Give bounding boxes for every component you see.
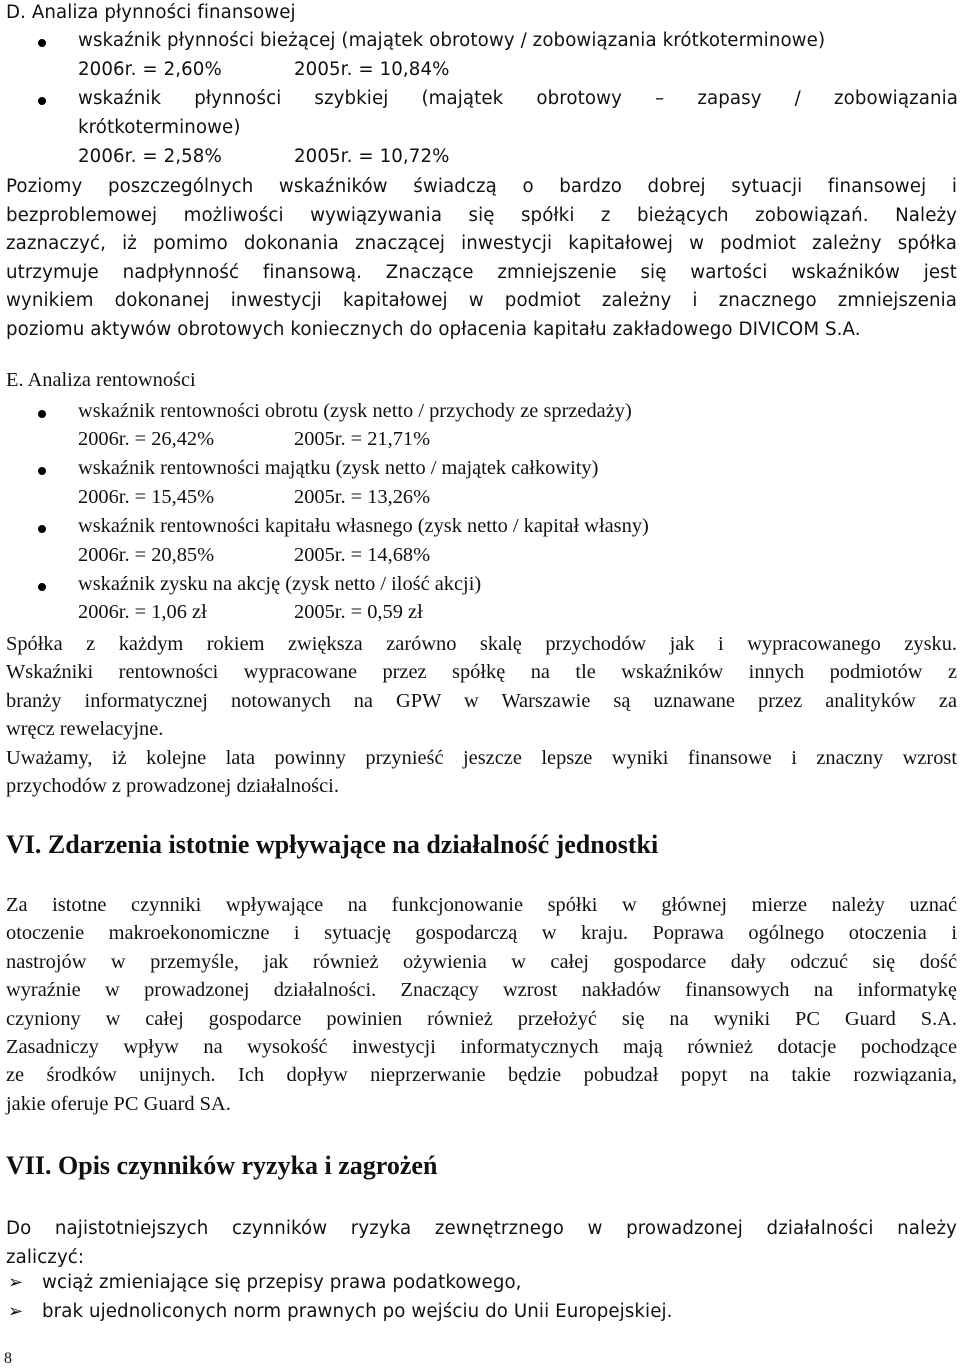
list-item-values (6, 601, 956, 627)
risk-item-text: brak ujednoliconych norm prawnych po wejściu do Unii Europejskiej. (42, 1301, 673, 1322)
paragraph-line-text: bezproblemowej możliwości wywiązywania się spółki z bieżących zobowiązań. (6, 204, 869, 226)
paragraph-line (6, 259, 957, 288)
risk-item-text: wciąż zmieniające się przepisy prawa podatkowego, (42, 1272, 522, 1293)
list-item (6, 1301, 956, 1327)
paragraph-line: wyraźnie w prowadzonej działalności. Znaczący wzrost nakładów finansowych na informatykę (6, 979, 957, 1002)
paragraph-line: zaznaczyć, iż pomimo dokonania znaczącej inwestycji kapitałowej w podmiot zależny spółka (6, 233, 957, 254)
paragraph-line: otoczenie makroekonomiczne i sytuację gospodarczą w kraju. Poprawa ogólnego otoczenia i (6, 922, 957, 945)
paragraph-line: jakie oferuje PC Guard SA. (6, 1092, 231, 1115)
paragraph-line: Spółka z każdym rokiem zwiększa zarówno skalę przychodów jak i wypracowanego zysku. (6, 633, 957, 655)
bullet-text: wskaźnik rentowności obrotu (zysk netto / przychody ze sprzedaży) (78, 400, 632, 422)
value-2006: 2006r. = 2,60% (78, 59, 222, 80)
paragraph-line (6, 202, 957, 231)
list-item-values (6, 428, 956, 454)
value-2006: 2006r. = 20,85% (78, 544, 215, 566)
list-item (6, 400, 956, 426)
paragraph-line: ze środków unijnych. Ich dopływ nieprzerwanie będzie pobudzał popyt na takie rozwiązania, (6, 1064, 957, 1087)
value-2006: 2006r. = 26,42% (78, 428, 215, 450)
list-item-values (6, 486, 956, 512)
bullet-text: wskaźnik rentowności kapitału własnego (zysk netto / kapitał własny) (78, 515, 649, 537)
paragraph-line-tail: Znaczące zmniejszenie się wartości wskaźników jest (385, 261, 957, 283)
value-2005: 2005r. = 14,68% (294, 544, 431, 566)
arrow-bullet-icon: ➢ (8, 1301, 24, 1322)
list-item (6, 573, 956, 599)
paragraph-line: Zasadniczy wpływ na wysokość inwestycji informatycznych mają również dotacje pochodzące (6, 1036, 957, 1059)
bullet-icon (38, 410, 46, 418)
paragraph-line: nastrojów w przemyśle, jak również ożywienia w całej gospodarce dały odczuć się dość (6, 950, 957, 973)
paragraph-line: czyniony w całej gospodarce powinien również przełożyć się na wyniki PC Guard S.A. (6, 1007, 957, 1030)
value-2006: 2006r. = 2,58% (78, 146, 222, 167)
value-2005: 2005r. = 10,84% (294, 59, 450, 80)
list-item (6, 457, 956, 483)
paragraph-line-tail: Należy (895, 204, 957, 226)
section-e-heading: E. Analiza rentowności (6, 369, 196, 391)
list-item-values (6, 146, 956, 170)
paragraph-line: Uważamy, iż kolejne lata powinny przynieść jeszcze lepsze wyniki finansowe i znaczny wzrost (6, 746, 957, 769)
list-item-values (6, 544, 956, 570)
paragraph-line: Za istotne czynniki wpływające na funkcjonowanie spółki w głównej mierze należy uznać (6, 894, 957, 916)
section-d-paragraph (6, 173, 957, 344)
list-item (6, 515, 956, 541)
paragraph-line: zaliczyć: (6, 1246, 85, 1268)
paragraph-line: wręcz rewelacyjne. (6, 718, 164, 741)
value-2005: 2005r. = 13,26% (294, 486, 431, 508)
value-2005: 2005r. = 10,72% (294, 146, 450, 167)
list-item (6, 30, 956, 54)
bullet-icon (38, 39, 46, 47)
value-2006: 2006r. = 1,06 zł (78, 601, 207, 623)
paragraph-line: Do najistotniejszych czynników ryzyka zewnętrznego w prowadzonej działalności należy (6, 1218, 957, 1239)
section-vi-paragraph (6, 891, 957, 1118)
section-vii-intro (6, 1215, 957, 1272)
paragraph-line: Poziomy poszczególnych wskaźników świadczą o bardzo dobrej sytuacji finansowej i (6, 176, 957, 197)
paragraph-line: wynikiem dokonanej inwestycji kapitałowej w podmiot zależny i znacznego zmniejszenia (6, 290, 957, 311)
bullet-icon (38, 525, 46, 533)
value-2005: 2005r. = 21,71% (294, 428, 431, 450)
section-vi-title: VI. Zdarzenia istotnie wpływające na działalność jednostki (6, 830, 659, 859)
section-d-heading: D. Analiza płynności finansowej (6, 2, 296, 23)
bullet-text: wskaźnik rentowności majątku (zysk netto / majątek całkowity) (78, 457, 599, 479)
paragraph-line-text: utrzymuje nadpłynność finansową. (6, 261, 362, 283)
paragraph-line: poziomu aktywów obrotowych koniecznych do opłacenia kapitału zakładowego DIVICOM S.A. (6, 318, 861, 340)
bullet-icon (38, 467, 46, 475)
list-item-values (6, 59, 956, 83)
bullet-icon (38, 97, 46, 105)
section-vii-title: VII. Opis czynników ryzyka i zagrożeń (6, 1151, 438, 1180)
list-item (6, 1272, 956, 1298)
value-2006: 2006r. = 15,45% (78, 486, 215, 508)
bullet-text-continuation: krótkoterminowe) (78, 117, 241, 138)
arrow-bullet-icon: ➢ (8, 1272, 24, 1293)
bullet-text: wskaźnik płynności szybkiej (majątek obrotowy – zapasy / zobowiązania (78, 88, 958, 109)
section-e-paragraph (6, 630, 957, 800)
bullet-icon (38, 583, 46, 591)
bullet-text: wskaźnik płynności bieżącej (majątek obrotowy / zobowiązania krótkoterminowe) (78, 30, 826, 51)
paragraph-line: Wskaźniki rentowności wypracowane przez spółkę na tle wskaźników innych podmiotów z (6, 661, 957, 684)
list-item-continuation (6, 117, 956, 141)
page-number: 8 (4, 1350, 12, 1367)
bullet-text: wskaźnik zysku na akcję (zysk netto / ilość akcji) (78, 573, 482, 595)
paragraph-line: branży informatycznej notowanych na GPW w Warszawie są uznawane przez analityków za (6, 689, 957, 712)
paragraph-line: przychodów z prowadzonej działalności. (6, 775, 339, 798)
list-item (6, 88, 956, 112)
value-2005: 2005r. = 0,59 zł (294, 601, 423, 623)
